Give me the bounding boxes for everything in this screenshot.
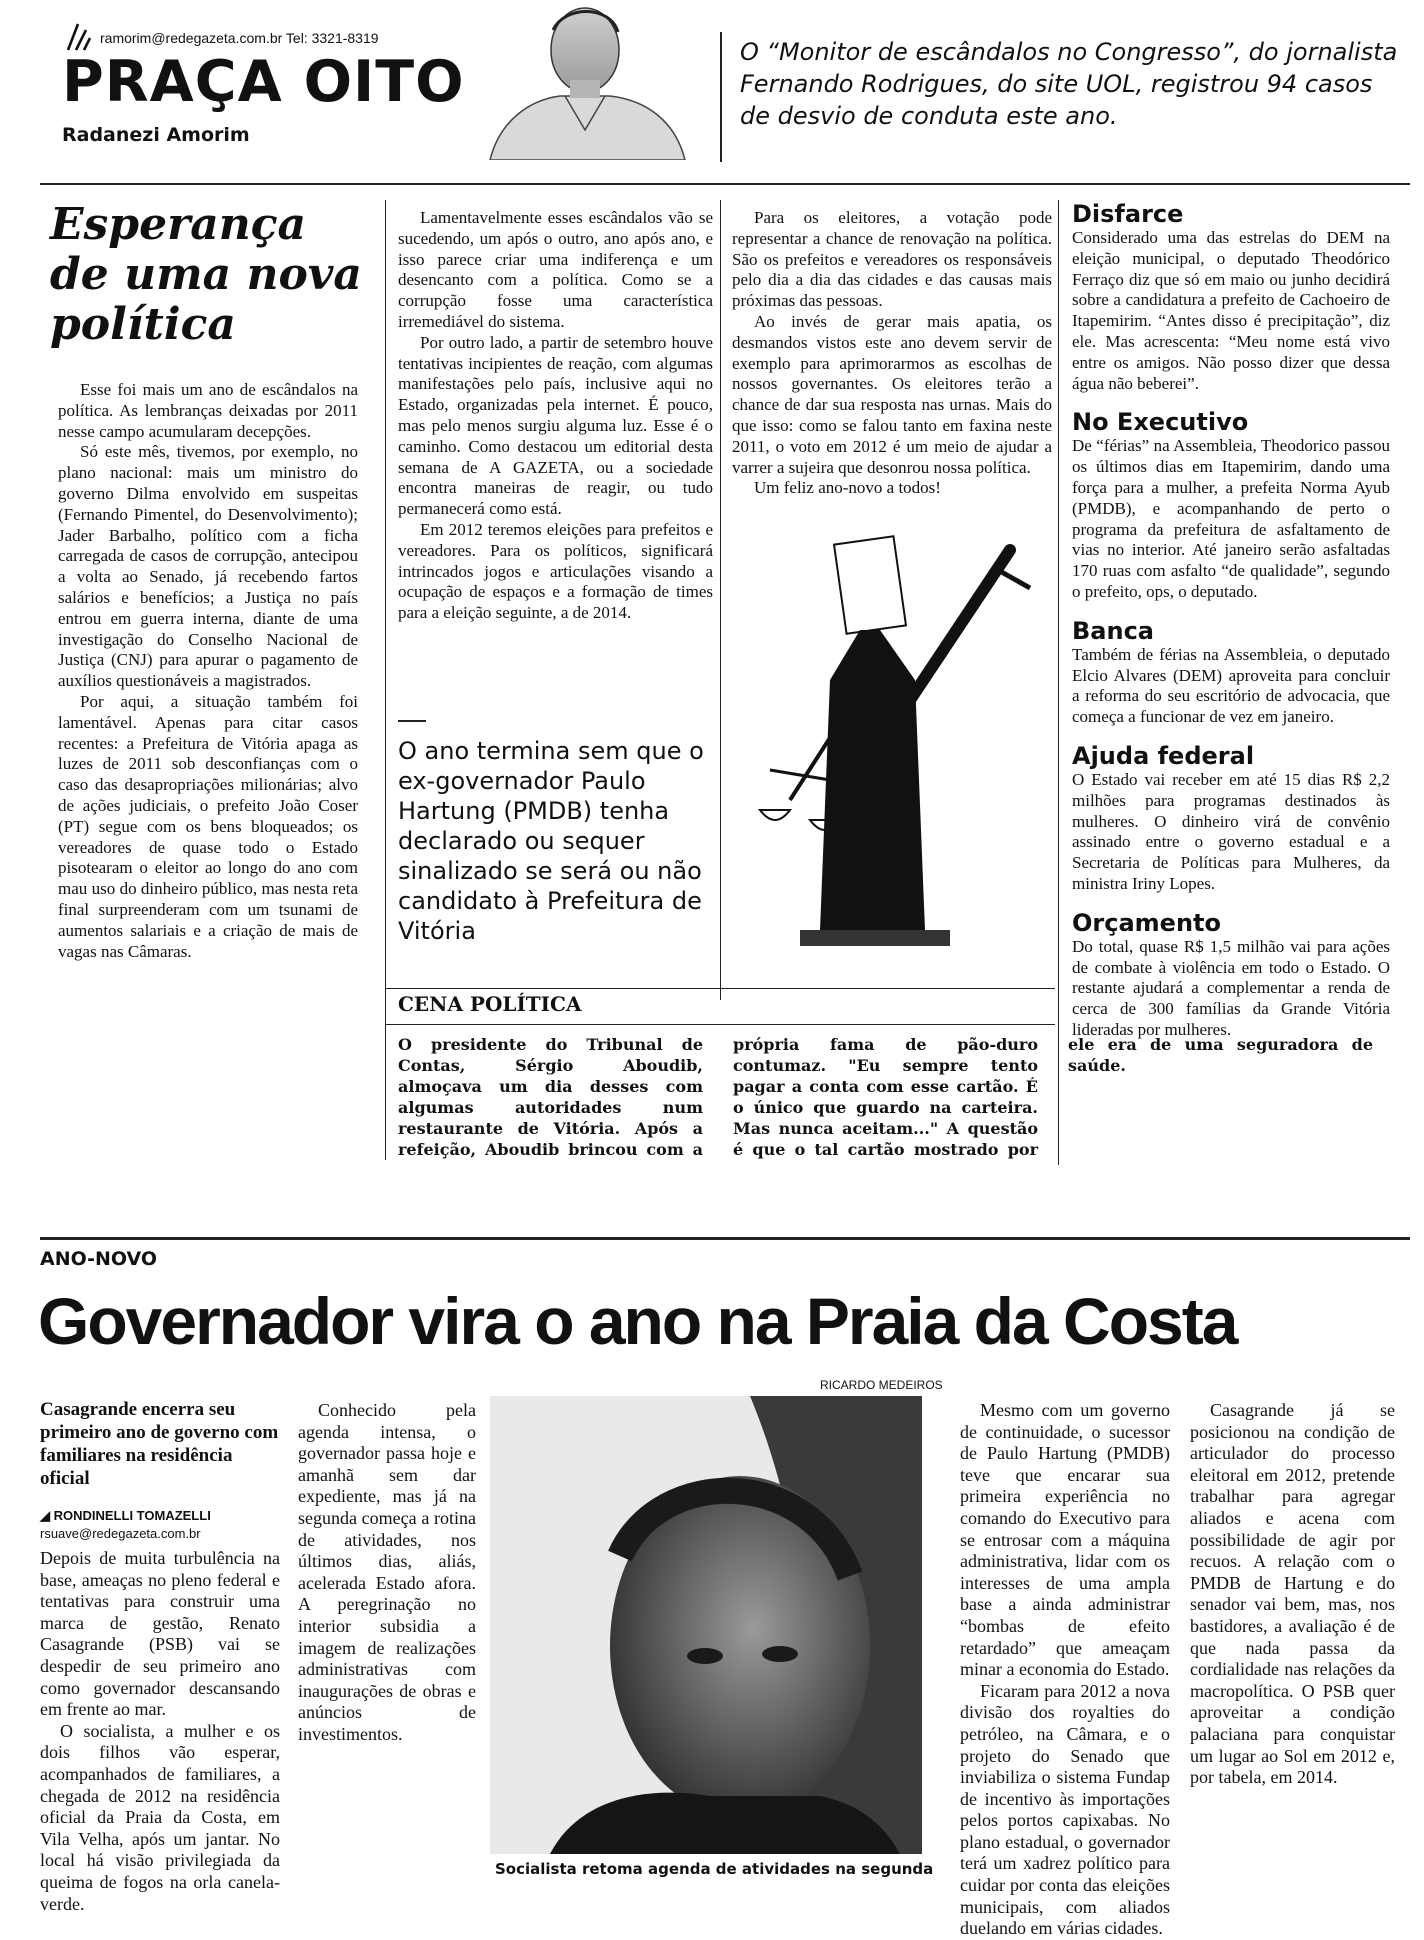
- side-note-title: Disfarce: [1072, 200, 1184, 228]
- side-note-text: Também de férias na Assembleia, o deputado Elcio Alvares (DEM) aproveita para concluir a reforma do seu escritório de advocacia, que começa a funcionar de vez em janeiro.: [1072, 644, 1390, 727]
- editorial-paragraph: Só este mês, tivemos, por exemplo, no plano nacional: mais um ministro do governo Dilma envolvido em suspeitas (Fernando Pimentel, do Desenvolvimento); Jader Barbalho, político com a ficha carregada de casos de corrupção, antecipou a volta ao Senado, já recebendo fartos salários e benefícios; a Justiça no país entrou em guerra interna, diante de uma investigação do Conselho Nacional de Justiça (CNJ) para apurar o pagamento de auxílios questionáveis a magistrados.: [58, 442, 358, 691]
- article-paragraph: Mesmo com um governo de continuidade, o sucessor de Paulo Hartung (PMDB) teve que encarar sua primeira experiência no comando do Executivo para se entrosar com a máquina administrativa, lidar com os interesses de uma ampla base a ainda administrar “bombas de efeito retardado” que ameaçam minar a economia do Estado.: [960, 1400, 1170, 1680]
- cena-paragraph: O presidente do Tribunal de Contas, Sérgio Aboudib, almoçava um dia desses com algumas autoridades num restaurante de Vitória. Após a refeição, Aboudib brincou com a própria fama de pão-duro contumaz. "Eu sempre tento pagar a conta com esse cartão. É o único que guardo na carteira. Mas nunca aceitam..." A questão é que o tal cartão mostrado por ele era de uma seguradora de saúde.: [398, 1035, 1373, 1159]
- article-section: ANO-NOVO: [40, 1248, 158, 1270]
- column-contact: ramorim@redegazeta.com.br Tel: 3321-8319: [100, 30, 379, 46]
- editorial-paragraph: Um feliz ano-novo a todos!: [754, 478, 941, 498]
- byline-mark-icon: ◢: [40, 1508, 54, 1523]
- editorial-paragraph: Por outro lado, a partir de setembro houve tentativas incipientes de reação, com algumas manifestações pelo país, inclusive aqui no Estado, organizadas pela internet. É pouco, mas pelo menos surgiu alguma luz. Esse é o caminho. Como destacou um editorial desta semana de A GAZETA, ou a sociedade encontra maneiras de reagir, ou tudo permanecerá como está.: [398, 332, 713, 519]
- lead-quote: O “Monitor de escândalos no Congresso”, do jornalista Fernando Rodrigues, do site UOL, registrou 94 casos de desvio de conduta este ano.: [740, 38, 1398, 130]
- column-rule: [385, 200, 386, 1160]
- pull-quote-rule: [398, 720, 426, 722]
- article-byline: [40, 1508, 211, 1524]
- editorial-headline: Esperança de uma nova política: [50, 199, 362, 350]
- cena-label-rule: [385, 1024, 1055, 1025]
- article-body-col-1: [40, 1548, 280, 1915]
- article-paragraph: Ficaram para 2012 a nova divisão dos royalties do petróleo, na Câmara, e o projeto do Senado que inviabiliza o sistema Fundap de incentivo às importações pelos portos capixabas. No plano estadual, o governador terá um xadrez político para cuidar por conta das eleições municipais, com aliados duelando em várias cidades.: [960, 1680, 1170, 1939]
- article-headline: Governador vira o ano na Praia da Costa: [38, 1284, 1237, 1358]
- article-top-rule: [40, 1237, 1410, 1240]
- side-note-title: Orçamento: [1072, 908, 1221, 937]
- side-note-text: Do total, quase R$ 1,5 milhão vai para ações de combate à violência em todo o Estado. O restante ajudará a complementar a renda de cerca de 300 famílias da Grande Vitória lideradas por mulheres.: [1072, 936, 1390, 1039]
- editorial-paragraph: Ao invés de gerar mais apatia, os desmandos vistos este ano devem servir de exemplo para aprimorarmos as escolhas de nossos governantes. Os eleitores terão a chance de dar sua resposta nas urnas. Mais do que isso: como se falou tanto em faxina neste 2011, o voto em 2012 é um meio de ajudar a varrer a sujeira que desonrou nossa política.: [732, 311, 1052, 477]
- side-note-text: O Estado vai receber em até 15 dias R$ 2,2 milhões para programas destinados às mulheres. O dinheiro virá de convênio assinado entre o governo estadual e a Secretaria de Políticas para Mulheres, da ministra Iriny Lopes.: [1072, 769, 1390, 893]
- article-paragraph: Casagrande já se posicionou na condição de articulador do processo eleitoral em 2012, pretende trabalhar para agregar aliados e acena com possibilidade de agir por recuos. A relação com o PMDB de Hartung e do senador vai bem, mas, nos bastidores, a avaliação é de que nada passa da cordialidade nas relações da macropolítica. O PSB quer aproveitar a condição palaciana para conquistar um lugar ao Sol em 2012 e, por tabela, em 2014.: [1190, 1400, 1395, 1788]
- editorial-paragraph: Esse foi mais um ano de escândalos na política. As lembranças deixadas por 2011 nesse campo acumularam decepções.: [58, 380, 358, 441]
- governor-photo: [490, 1396, 922, 1854]
- editorial-column-2: [398, 208, 713, 624]
- editorial-column-1: [58, 380, 358, 962]
- side-note-text: Considerado uma das estrelas do DEM na eleição municipal, o deputado Theodórico Ferraço diz que só em maio ou junho decidirá sobre a candidatura a prefeito de Cachoeiro de Itapemirim. “Antes disso é precipitação”, diz ele. Mas acrescenta: “Meu nome está vivo entre os amigos. Não posso dizer que dessa água não beberei”.: [1072, 228, 1390, 393]
- side-note-text: De “férias” na Assembleia, Theodorico passou os últimos dias em Itapemirim, dando uma força para a mulher, a prefeita Norma Ayub (PMDB), e acompanhando de perto o programa da prefeitura de asfaltamento de vias no interior. Até janeiro serão asfaltadas 170 ruas com asfalto “de qualidade”, segundo o prefeito, ops, o deputado.: [1072, 436, 1390, 601]
- pull-quote: O ano termina sem que o ex-governador Paulo Hartung (PMDB) tenha declarado ou sequer sinalizado se será ou não candidato à Prefeitura de Vitória: [398, 737, 704, 945]
- side-note-title: Ajuda federal: [1072, 741, 1255, 770]
- side-notes: [1072, 200, 1390, 1041]
- article-byline-email: rsuave@redegazeta.com.br: [40, 1526, 201, 1541]
- article-paragraph: O socialista, a mulher e os dois filhos vão esperar, acompanhados de familiares, a chegada de 2012 na residência oficial da Praia da Costa, em Vila Velha, após um jantar. No local há visão privilegiada da queima de fogos na orla canela-verde.: [40, 1720, 280, 1914]
- photo-credit: RICARDO MEDEIROS: [820, 1378, 943, 1392]
- editorial-paragraph: Em 2012 teremos eleições para prefeitos e vereadores. Para os políticos, significará intrincados jogos e articulações visando a ocupação de espaços e a formação de times para a eleição seguinte, a de 2014.: [398, 519, 713, 623]
- columnist-photo: [470, 0, 700, 160]
- column-author: Radanezi Amorim: [62, 124, 250, 146]
- editorial-paragraph: Lamentavelmente esses escândalos vão se sucedendo, um após o outro, ano após ano, e isso parece criar uma indiferença e um desencanto com a política. Como se a corrupção fosse uma característica irremediável do sistema.: [398, 208, 713, 331]
- column-rule: [1058, 200, 1059, 1165]
- photo-caption: Socialista retoma agenda de atividades na segunda: [495, 1860, 934, 1878]
- header-bottom-rule: [40, 183, 1410, 185]
- article-body-col-4: [1190, 1400, 1395, 1789]
- column-rule: [720, 200, 721, 1000]
- header-divider: [720, 32, 722, 162]
- editorial-paragraph: Para os eleitores, a votação pode representar a chance de renovação na política. São os prefeitos e vereadores os responsáveis pelo dia a dia das cidades e das causas mais próximas das pessoas.: [732, 208, 1052, 311]
- cena-top-rule: [385, 988, 1055, 989]
- article-paragraph: Conhecido pela agenda intensa, o governador passa hoje e amanhã sem dar expediente, mas já na segunda começa a rotina de atividades, nos últimos dias, aliás, acelerada Estado afora. A peregrinação no interior subsidia a imagem de realizações administrativas com inaugurações de obras e anúncios de investimentos.: [298, 1400, 476, 1744]
- article-body-col-3: [960, 1400, 1170, 1940]
- byline-name: RONDINELLI TOMAZELLI: [53, 1508, 211, 1523]
- article-paragraph: Depois de muita turbulência na base, ameaças no pleno federal e tentativas para construir uma marca de gestão, Renato Casagrande (PSB) vai se despedir de seu primeiro ano como governador descansando em frente ao mar.: [40, 1548, 280, 1720]
- cena-label: CENA POLÍTICA: [398, 992, 582, 1016]
- article-subhead: Casagrande encerra seu primeiro ano de governo com familiares na residência oficial: [40, 1399, 279, 1489]
- editorial-paragraph: Por aqui, a situação também foi lamentável. Apenas para citar casos recentes: a Prefeitura de Vitória apaga as luzes de 2011 sob desconfianças com o caso das desapropriações milionárias; alvo de ações judiciais, o prefeito João Coser (PT) segue com os bens bloqueados; os vereadores de quase todo o Estado pisotearam o eleitor ao longo do ano com mau uso do dinheiro público, mas nesta reta final surpreenderam com um tsunami de aumentos salariais e a criação de mais de vagas nas Câmaras.: [58, 691, 358, 961]
- side-note-title: Banca: [1072, 616, 1154, 645]
- cena-text: [398, 1034, 1373, 1164]
- side-note-title: No Executivo: [1072, 408, 1249, 437]
- cartoon-justice-illustration: [740, 530, 1070, 970]
- article-body-col-2: [298, 1400, 476, 1746]
- editorial-column-3: [732, 208, 1052, 499]
- column-title: PRAÇA OITO: [62, 49, 465, 115]
